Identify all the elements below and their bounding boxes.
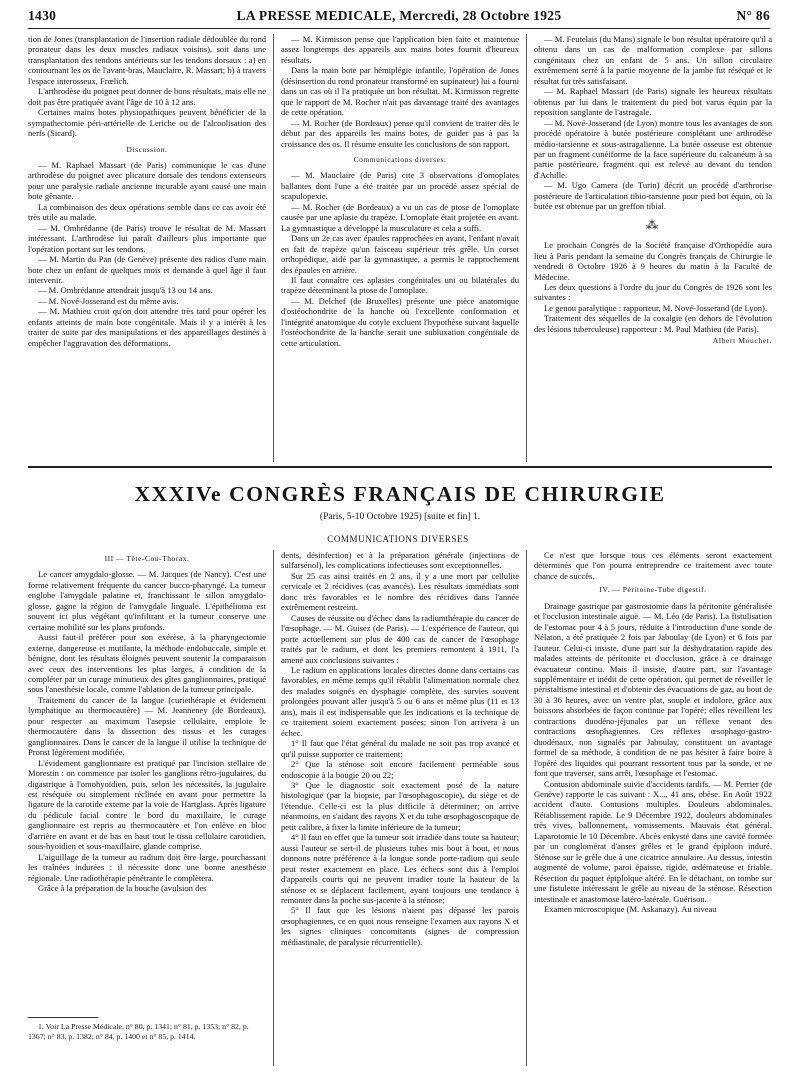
- paragraph: Sur 25 cas ainsi traités en 2 ans, il y a une mort par cellulite cervicale et 2 récidives (cas avancés). Les résultats immédiats sont donc très favorables et le nombre des récidives dans l'année extrêmement restreint.: [281, 570, 519, 613]
- paragraph: — M. Rocher (de Bordeaux) a vu un cas de ptose de l'omoplate causée par une aplasie du trapèze. L'omoplate était projetée en avant. La gymnastique a développé la musculature et cela a suffi.: [281, 201, 519, 233]
- communications-heading: COMMUNICATIONS DIVERSES: [327, 534, 469, 544]
- bottom-column-2: [281, 550, 519, 947]
- paragraph: — M. Ombrédanne attendrait jusqu'à 13 ou 14 ans.: [38, 285, 213, 296]
- paragraph: — M. Feutelais (du Mans) signale le bon résultat opératoire qu'il a obtenu dans un cas de malformation complexe par sillons congénitaux chez un enfant de 5 ans. Un sillon circulaire extrêmement serré à la partie moyenne de la jambe fut réséqué et le résultat fut très satisfaisant.: [534, 34, 772, 86]
- running-header: [28, 6, 770, 29]
- footnote-text: 1. Voir La Presse Médicale, n° 80, p. 1341; n° 81, p. 1353; n° 82, p. 1367; n° 83, p. 1382; n° 84, p. 1400 et n° 85, p. 1414.: [28, 1022, 249, 1041]
- paragraph: Examen microscopique (M. Askanazy). Au niveau: [544, 903, 717, 914]
- paragraph: Ce n'est que lorsque tous ces éléments seront exactement déterminés que l'on pourra entreprendre ce traitement avec toute chance de succès.: [534, 550, 772, 581]
- paragraph: — M. Raphael Massart (de Paris) communique le cas d'une arthrodèse du poignet avec plicature dorsale des tendons extenseurs pour une paralysie radiale ancienne incurable ayant causé une main bote gênante.: [28, 159, 266, 202]
- running-title: LA PRESSE MEDICALE, Mercredi, 28 Octobre 1925: [236, 8, 562, 23]
- issue-number: N° 86: [736, 8, 770, 23]
- paragraph: Dans la main bote par hémiplégie infantile, l'opération de Jones (désinsertion du rond pronateur transformé en supinateur) lui a fourni dans un cas où il l'a pratiquée un bon résultat. M. Kirmisson regrette que le rapport de M. Rocher n'ait pas davantage traité des avantages de cette opération.: [281, 65, 519, 118]
- paragraph: — M. Nové-Josserand (de Lyon) montre tous les avantages de son procédé opératoire à butée postérieure complétant une arthrodèse médio-tarsienne et sous-astragalienne. La butée osseuse est obtenue par un fragment cunéiforme de la face supérieure du calcanéum à sa partie postérieure, fragment qui est relevé au devant du tendon d'Achille.: [534, 117, 772, 180]
- paragraph: — M. Martin du Pan (de Genève) présente des radios d'une main bote chez un enfant de quelques mois et demande à quel âge il faut intervenir.: [28, 254, 266, 285]
- paragraph: Le prochain Congrès de la Société française d'Orthopédie aura lieu à Paris pendant la semaine du Congrès français de Chirurgie le vendredi 8 Octobre 1926 à 9 heures du matin à la Faculté de Médecine.: [534, 240, 772, 282]
- column-divider: [273, 550, 274, 1066]
- paragraph: Certaines mains botes physiopathiques peuvent bénéficier de la sympathectomie péri-artérielle de Leriche ou de l'alcoolisation des nerfs (Sicard).: [28, 107, 266, 139]
- paragraph: 1° Il faut que l'état général du malade ne soit pas trop avancé et qu'il puisse supporter ce traitement;: [281, 738, 519, 759]
- paragraph: Aussi faut-il préférer pour son exérèse, à la pharyngectomie externe, dangereuse et mutilante, la méthode endobuccale, simple et bénigne, dont les résultats éloignés peuvent soutenir la comparaison avec ceux des interventions les plus larges, à condition de la compléter par un curage minutieux des gîtes ganglionnaires, pratiqué sous l'anesthésie locale, comme l'ablation de la tumeur principale.: [28, 632, 266, 695]
- paragraph: Il faut connaître ces aplasies congénitales uni ou bilatérales du trapèze déterminant la ptose de l'omoplate.: [281, 274, 519, 296]
- congress-subtitle: (Paris, 5-10 Octobre 1925) [suite et fin] 1.: [319, 512, 481, 522]
- paragraph: Grâce à la préparation de la bouche (avulsion des: [38, 883, 207, 894]
- paragraph: 4° Il faut en effet que la tumeur soit irradiée dans toute sa hauteur; aussi l'auteur se sert-il de plusieurs tubes mis bout à bout, et nous donnons notre préférence à la longue sonde porte-radium qui seule peut rester exactement en place. Les échecs sont dus à l'emploi d'appareils courts qui ne peuvent irradier toute la hauteur de la sténose et se déplacent facilement, ayant toujours une tendance à remonter dans la poche sus-jacente à la sténose;: [281, 832, 519, 905]
- paragraph: Les deux questions à l'ordre du jour du Congrès de 1926 sont les suivantes :: [534, 281, 772, 303]
- paragraph: 5° Il faut que les lésions n'aient pas dépassé les parois œsophagiennes, ce en quoi nous renseigne l'examen aux rayons X et les signes cliniques concomitants (signes de compression médiastinale, de paralysie récurrentielle).: [281, 905, 519, 947]
- paragraph: L'évidement ganglionnaire est pratiqué par l'incision stellaire de Morestin : on commence par isoler les ganglions rétro-jugulaires, du digastrique à l'omohyoïdien, puis, selon les nécessités, la jugulaire est réséquée ou simplement réclinée en avant pour permettre la ligature de la carotide externe par la voie de Hartglass. Après ligature du pédicule facial contre le bord du maxillaire, le curage ganglionnaire est repris au thermocautère et l'on enlève en bloc d'arrière en avant et de bas en haut tout le tissu cellulaire carotidien, sous-hyoïdien et sous-maxillaire, glande comprise.: [28, 757, 266, 852]
- paragraph: Drainage gastrique par gastrostomie dans la péritonite généralisée et l'occlusion intestinale aiguë. — M. Léo (de Paris). La fistulisation de l'estomac pour 4 à 5 jours, réduite à l'introduction d'une sonde de Nélaton, a été pratiquée 2 fois par Jaboulay (de Lyon) et 6 fois par l'auteur. Celui-ci insiste, d'une part sur la déshydratation rapide des malades atteints de péritonite et d'occlusion, grâce à ce drainage évacuateur continu. Mais il insiste, d'autre part, sur l'avantage supplémentaire et inédit de cette opération, qui permet de réveiller le péristaltisme intestinal et d'obtenir des évacuations de gaz, au bout de 30 à 36 heures, avec un ventre plat, souple et indolore, grâce aux boissons absorbées de façon continue par l'opéré; elles réveillent les contractions duodéno-jéjunales par un réflexe venant des contractions œsophagiennes. Ces réflexes œsophago-gastro-duodénaux, non signalés par Jaboulay, constituent un avantage formel de sa méthode, à condition de ne pas hésiter à faire boire à l'opéré des liquides qui pourrant ressortent tous par la sonde, et ne font que traverser, sans arrêt, l'œsophage et l'estomac.: [534, 600, 772, 779]
- footnote-rule: [28, 1017, 98, 1018]
- paragraph: 3° Que le diagnostic soit exactement posé de la nature histologique (par la biopsie, par l'œsophagoscopie), du siège et de l'étendue. Celle-ci est la plus difficile à déterminer; on arrive néanmoins, en s'aidant des rayons X et du tube œsophagoscopique de petit calibre, à fixer la limite inférieure de la tumeur;: [281, 779, 519, 832]
- paragraph: L'arthrodèse du poignet peut donner de bons résultats, mais elle ne doit pas être pratiquée avant l'âge de 10 à 12 ans.: [28, 86, 266, 107]
- paragraph: — M. Nové-Josserand est du même avis.: [38, 295, 179, 306]
- paragraph: — M. Rocher (de Bordeaux) pense qu'il convient de traiter dès le début par des appareils les mains botes, de guider pas à pas la croissance des os. Il résume ensuite les conclusions de son rapport.: [281, 117, 519, 149]
- bottom-column-3: [534, 550, 772, 914]
- top-column-3: [534, 34, 772, 347]
- paragraph: Le cancer amygdalo-glosse. — M. Jacques (de Nancy). C'est une forme relativement fréquente du cancer bucco-pharyngé. La tumeur englobe l'amygdale palatine et, franchissant le sillon amygdalo-glosse, gagne la région de l'amygdale linguale. L'épithélioma est souvent ici plus végétant qu'infiltrant et la tumeur conserve une certaine mobilité sur les plans profonds.: [28, 569, 266, 632]
- top-column-1: [28, 34, 266, 348]
- paragraph: — M. Kirmisson pense que l'application bien faite et maintenue assez longtemps des appareils aux mains botes fournit d'heureux résultats.: [281, 34, 519, 65]
- author-signature: Albert Mouchet.: [712, 336, 772, 346]
- paragraph: Dans un 2e cas avec épaules rapprochées en avant, l'enfant n'avait en fait de trapèze qu'un faisceau supérieur très grêle. Un corset orthopédique, aidé par la gymnastique, a permis le rapprochement des épaules en arrière.: [281, 233, 519, 275]
- paragraph: Contusion abdominale suivie d'accidents tardifs. — M. Perrier (de Genève) rapporte le cas suivant : X..., 41 ans, obèse. En Août 1922 accident d'auto. Contusions multiples. Douleurs abdominales. Rétablissement rapide. Le 9 Décembre 1922, douleurs abdominales très vives, ballonnement, vomissements. Mauvais état général. Laparotomie le 10 Décembre. Abcès enkysté dans une cavité formée par un conglomérat d'anses grêles et le grand épiploon induré. Sténose sur le grêle due à une cicatrice annulaire. Au dessus, intestin augmenté de volume, paroi épaisse, rigide, œdémateuse et friable. Résection du paquet épiploïque altéré. En le détachant, on tombe sur une fistulette intéressant le grêle au niveau de la sténose. Résection intestinale et anastomose latéro-latérale. Guérison.: [534, 778, 772, 904]
- page-number: 1430: [28, 8, 57, 23]
- paragraph: — M. Mauclaire (de Paris) cite 3 observations d'omoplates ballantes dont l'une a été traitée par un procédé assez spécial de scapulopexie.: [281, 170, 519, 202]
- paragraph: La combinaison des deux opérations semble dans ce cas avoir été très utile au malade.: [28, 201, 266, 223]
- bottom-column-1: [28, 550, 266, 894]
- paragraph: — M. Ugo Camera (de Turin) décrit un procédé d'arthrorise postérieure de l'articulation tibio-tarsienne pour pied bot équin, où la butée est obtenue par un greffon tibial.: [534, 180, 772, 212]
- paragraph: — M. Ombrédanne (de Paris) trouve le résultat de M. Massart intéressant. L'arthrodèse lui paraît d'ailleurs plus importante que l'opération portant sur les tendons.: [28, 222, 266, 254]
- column-divider: [273, 34, 274, 462]
- discussion-heading: Discussion.: [126, 144, 168, 154]
- section-heading: IV. — Péritoine-Tube digestif.: [599, 585, 707, 595]
- asterism-separator: ⁂: [646, 217, 660, 232]
- paragraph: Traitement du cancer de la langue (curiethérapie et évidement lymphatique au thermocautère) — M. Jeanneney (de Bordeaux), pour respecter au maximum l'asepsie cellulaire, emploie le thermocautère dans la dissection des tissus et les curages ganglionnaires. Dans le cancer de la langue il utilise la technique de Pronst légèrement modifiée.: [28, 694, 266, 758]
- paragraph: L'aiguillage de la tumeur au radium doit être large, pourchassant les traînées indurées : il nécessite donc une bonne anesthésie régionale. Une radiothérapie pénétrante le complètera.: [28, 851, 266, 883]
- footnote: [28, 1022, 264, 1041]
- paragraph: dents, désinfection) et à la préparation générale (injections de sulfarsénol), les complications infectieuses sont exceptionnelles.: [281, 550, 519, 571]
- paragraph: Le genou paralytique : rapporteur, M. Nové-Josserand (de Lyon).: [544, 302, 767, 313]
- communications-heading: Communications diverses.: [353, 154, 447, 164]
- paragraph: Causes de réussite ou d'échec dans la radiumthérapie du cancer de l'œsophage. — M. Guisez (de Paris). — L'expérience de l'auteur, qui porte actuellement sur plus de 400 cas de cancer de l'œsophage traités par le radium, et dont les premiers remontent à 1911, l'a amené aux conclusions suivantes :: [281, 612, 519, 665]
- paragraph: — M. Mathieu croit qu'on doit attendre très tard pour opérer les enfants atteints de main bote congénitale. Mais il y a intérêt à les traiter de suite par des manipulations et des appareillages destinés à empêcher l'aggravation des déformations.: [28, 306, 266, 348]
- section-divider: [28, 466, 772, 468]
- congress-title: XXXIVe CONGRÈS FRANÇAIS DE CHIRURGIE: [134, 482, 666, 506]
- paragraph: Le radium en applications locales directes donne dans certains cas favorables, en même temps qu'il rétablit l'alimentation normale chez des malades soignés en dysphagie complète, des survies souvent prolongées pouvant aller jusqu'à 5 ou 6 ans et même plus (11 et 13 ans), mais il est indispensable que les indications et la technique de ce traitement soient exactement posées; sinon l'on arrivera à un échec.: [281, 664, 519, 738]
- section-heading: III — Tête-Cou-Thorax.: [104, 554, 190, 563]
- paragraph: tion de Jones (transplantation de l'insertion radiale dédoublée du rond pronateur dans les deux muscles radiaux voisins), soit dans une transplantation des tendons antérieurs sur les tendons dorsaux : a) en contournant les os de l'avant-bras, Mauclaire, R. Massart; b) à travers l'espace interosseux, Frœlich.: [28, 34, 266, 86]
- column-divider: [526, 34, 527, 462]
- paragraph: — M. Delchef (de Bruxelles) présente une pièce anatomique d'ostéochondrite de la hanche où l'excellente conformation et l'intégrité anatomique du cotyle excluent l'hypothèse suivant laquelle l'ostéochondrite de la hanche serait une subluxation congénitale de cette articulation.: [281, 295, 519, 348]
- paragraph: 2° Que la sténose soit encore facilement perméable sous endoscopie à la bougie 20 ou 22;: [281, 759, 519, 780]
- top-column-2: [281, 34, 519, 348]
- paragraph: Traitement des séquelles de la coxalgie (en dehors de l'évolution des lésions tuberculeuse) rapporteur : M. Paul Mathieu (de Paris).: [534, 313, 772, 334]
- column-divider: [526, 550, 527, 1066]
- paragraph: — M. Raphael Massart (de Paris) signale les heureux résultats obtenus par lui dans le traitement du pied bot varus équin par la reposition sanglante de l'astragale.: [534, 86, 772, 118]
